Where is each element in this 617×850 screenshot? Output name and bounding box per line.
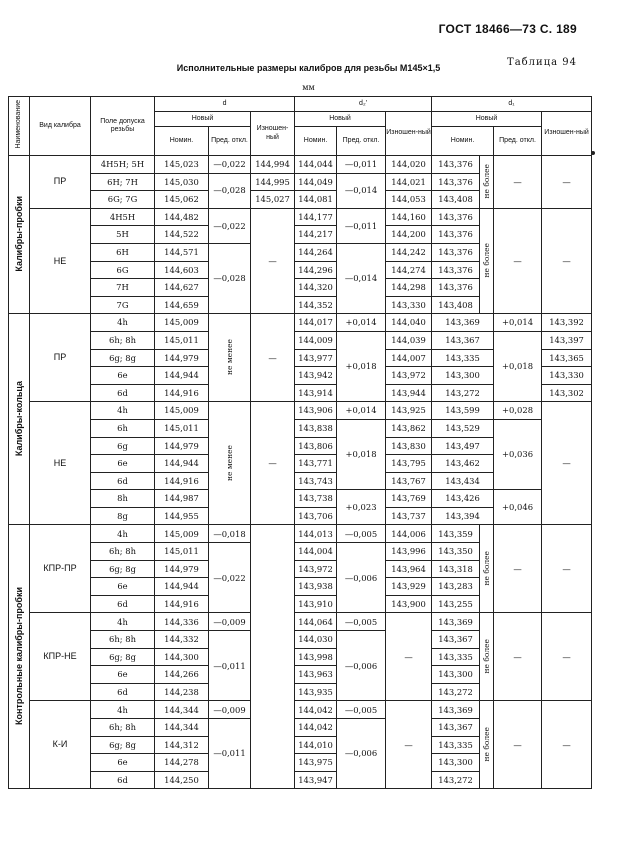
d-dev-cell: —0,022 xyxy=(209,543,251,613)
d2-worn-cell: 144,242 xyxy=(386,243,432,261)
d-nom-cell: 145,009 xyxy=(155,314,209,332)
d2-nom-cell: 143,938 xyxy=(295,578,337,596)
d1-worn-cell: 143,392 xyxy=(542,314,592,332)
field-cell: 6h xyxy=(91,419,155,437)
d2-worn-header: Изношен-ный xyxy=(386,112,432,156)
gauge-dimensions-table xyxy=(8,96,592,789)
d2-worn-cell: 144,298 xyxy=(386,279,432,297)
d2-nom-cell: 144,010 xyxy=(295,736,337,754)
d1-worn-cell: — xyxy=(542,525,592,613)
field-cell: 4h xyxy=(91,613,155,631)
d2-worn-cell: 143,330 xyxy=(386,296,432,314)
d1-dev-header: Пред. откл. xyxy=(494,127,542,156)
d1-nom-cell: 143,408 xyxy=(432,191,480,209)
field-cell: 4h xyxy=(91,525,155,543)
unit-label: мм xyxy=(302,83,315,92)
d2-worn-cell: 143,929 xyxy=(386,578,432,596)
d2-dev-cell: —0,006 xyxy=(337,719,386,789)
d1-nom-cell: 143,408 xyxy=(432,296,480,314)
field-cell: 6d xyxy=(91,472,155,490)
d1-nom-cell: 143,367 xyxy=(432,631,480,649)
d-nom-cell: 144,944 xyxy=(155,367,209,385)
d-new-header: Новый xyxy=(155,112,251,127)
calibre-type: НЕ xyxy=(30,402,91,525)
d2-nom-cell: 143,947 xyxy=(295,771,337,789)
field-cell: 8h xyxy=(91,490,155,508)
d1-dev-cell: — xyxy=(494,525,542,613)
field-cell: 6g; 8g xyxy=(91,560,155,578)
d2-dev-cell: +0,014 xyxy=(337,314,386,332)
d2-worn-cell: 144,200 xyxy=(386,226,432,244)
d-dev-cell: —0,028 xyxy=(209,243,251,313)
note-not-more: не более xyxy=(480,701,494,789)
d2-worn-cell: 143,996 xyxy=(386,543,432,561)
d1-worn-cell: 143,397 xyxy=(542,331,592,349)
note-not-more: не более xyxy=(480,613,494,701)
d-nom-cell: 144,916 xyxy=(155,595,209,613)
d-nom-cell: 144,944 xyxy=(155,455,209,473)
d1-dev-cell: +0,046 xyxy=(494,490,542,525)
field-cell: 6e xyxy=(91,578,155,596)
d2-nom-cell: 144,004 xyxy=(295,543,337,561)
d2-nom-cell: 144,352 xyxy=(295,296,337,314)
table-row xyxy=(9,419,592,437)
d-nom-header: Номин. xyxy=(155,127,209,156)
d2-worn-cell: 143,925 xyxy=(386,402,432,420)
d1-nom-cell: 143,599 xyxy=(432,402,494,420)
d-nom-cell: 144,627 xyxy=(155,279,209,297)
d2-dev-cell: —0,011 xyxy=(337,208,386,243)
d2-nom-cell: 144,217 xyxy=(295,226,337,244)
field-cell: 6d xyxy=(91,384,155,402)
d-nom-cell: 144,955 xyxy=(155,507,209,525)
table-row xyxy=(9,208,592,226)
d-worn-cell: 144,995 xyxy=(251,173,295,191)
field-cell: 4h xyxy=(91,701,155,719)
d-dev-cell: —0,011 xyxy=(209,719,251,789)
d2-nom-cell: 144,264 xyxy=(295,243,337,261)
d1-nom-cell: 143,497 xyxy=(432,437,494,455)
d-nom-cell: 145,011 xyxy=(155,331,209,349)
d1-nom-cell: 143,376 xyxy=(432,226,480,244)
calibre-type: ПР xyxy=(30,314,91,402)
calibre-type: К-И xyxy=(30,701,91,789)
d2-worn-cell: — xyxy=(386,701,432,789)
table-row xyxy=(9,525,592,543)
d-dev-cell: —0,009 xyxy=(209,701,251,719)
d1-dev-cell: — xyxy=(494,613,542,701)
d2-new-header: Новый xyxy=(295,112,386,127)
table-row xyxy=(9,701,592,719)
d1-nom-cell: 143,283 xyxy=(432,578,480,596)
d1-dev-cell: — xyxy=(494,208,542,314)
d2-worn-cell: 144,039 xyxy=(386,331,432,349)
col-field-header: Поле допуска резьбы xyxy=(91,97,155,156)
d2-worn-cell: 144,053 xyxy=(386,191,432,209)
d2-worn-cell: 143,830 xyxy=(386,437,432,455)
d1-worn-header: Изношен-ный xyxy=(542,112,592,156)
d-worn-cell: 144,994 xyxy=(251,156,295,174)
field-cell: 6G xyxy=(91,261,155,279)
field-cell: 6g; 8g xyxy=(91,349,155,367)
d-dev-cell: —0,011 xyxy=(209,631,251,701)
d1-nom-cell: 143,367 xyxy=(432,719,480,737)
d-nom-cell: 144,979 xyxy=(155,349,209,367)
d2-nom-cell: 143,906 xyxy=(295,402,337,420)
d2-dev-cell: +0,018 xyxy=(337,419,386,489)
d-nom-cell: 144,979 xyxy=(155,437,209,455)
d1-dev-cell: +0,028 xyxy=(494,402,542,420)
d2-nom-cell: 143,838 xyxy=(295,419,337,437)
field-cell: 5H xyxy=(91,226,155,244)
d1-nom-cell: 143,350 xyxy=(432,543,480,561)
d1-worn-cell: — xyxy=(542,208,592,314)
note-not-more: не более xyxy=(480,156,494,209)
d-nom-cell: 144,344 xyxy=(155,701,209,719)
d1-nom-cell: 143,272 xyxy=(432,384,494,402)
d-dev-cell: —0,009 xyxy=(209,613,251,631)
field-cell: 4h xyxy=(91,314,155,332)
d-worn-cell: — xyxy=(251,208,295,314)
d2-worn-cell: 143,795 xyxy=(386,455,432,473)
d2-nom-cell: 143,998 xyxy=(295,648,337,666)
field-cell: 6H; 7H xyxy=(91,173,155,191)
d2-worn-cell: 144,160 xyxy=(386,208,432,226)
field-cell: 6d xyxy=(91,683,155,701)
field-cell: 8g xyxy=(91,507,155,525)
d1-worn-cell: — xyxy=(542,402,592,525)
d2-worn-cell: 144,007 xyxy=(386,349,432,367)
field-cell: 4h xyxy=(91,402,155,420)
field-cell: 6h; 8h xyxy=(91,631,155,649)
d-nom-cell: 145,062 xyxy=(155,191,209,209)
d-dev-cell: —0,022 xyxy=(209,208,251,243)
d1-nom-cell: 143,462 xyxy=(432,455,494,473)
d1-dev-cell: +0,036 xyxy=(494,419,542,489)
d1-nom-cell: 143,255 xyxy=(432,595,480,613)
d1-dev-cell: +0,018 xyxy=(494,331,542,401)
d1-nom-cell: 143,300 xyxy=(432,367,494,385)
d2-dev-cell: —0,014 xyxy=(337,173,386,208)
d-nom-cell: 144,571 xyxy=(155,243,209,261)
d1-nom-cell: 143,369 xyxy=(432,701,480,719)
d2-nom-cell: 143,771 xyxy=(295,455,337,473)
table-row xyxy=(9,402,592,420)
d2-worn-cell: 143,944 xyxy=(386,384,432,402)
d-nom-cell: 144,916 xyxy=(155,472,209,490)
d2-worn-cell: 144,020 xyxy=(386,156,432,174)
d1-nom-header: Номин. xyxy=(432,127,494,156)
d1-nom-cell: 143,359 xyxy=(432,525,480,543)
field-cell: 6g xyxy=(91,437,155,455)
d2-worn-cell: 144,040 xyxy=(386,314,432,332)
d1-nom-cell: 143,272 xyxy=(432,683,480,701)
d2-dev-cell: +0,014 xyxy=(337,402,386,420)
d1-nom-cell: 143,300 xyxy=(432,666,480,684)
d2-worn-cell: 144,021 xyxy=(386,173,432,191)
d2-nom-cell: 144,044 xyxy=(295,156,337,174)
field-cell: 6g; 8g xyxy=(91,736,155,754)
d2-nom-cell: 143,910 xyxy=(295,595,337,613)
d-dev-cell: —0,028 xyxy=(209,173,251,208)
col-d2-header: d₂' xyxy=(295,97,432,112)
d2-nom-cell: 144,064 xyxy=(295,613,337,631)
d-nom-cell: 144,522 xyxy=(155,226,209,244)
field-cell: 4H5H; 5H xyxy=(91,156,155,174)
d2-worn-cell: 143,769 xyxy=(386,490,432,508)
d2-dev-cell: —0,005 xyxy=(337,525,386,543)
d2-nom-cell: 144,177 xyxy=(295,208,337,226)
d2-worn-cell: — xyxy=(386,613,432,701)
d1-nom-cell: 143,318 xyxy=(432,560,480,578)
group-plugs: Калибры-пробки xyxy=(9,156,30,314)
d1-nom-cell: 143,335 xyxy=(432,648,480,666)
col-name-header: Наименование xyxy=(9,97,30,156)
field-cell: 6d xyxy=(91,595,155,613)
table-row xyxy=(9,613,592,631)
d1-dev-cell: — xyxy=(494,701,542,789)
d1-dev-cell: — xyxy=(494,156,542,209)
field-cell: 6G; 7G xyxy=(91,191,155,209)
table-row xyxy=(9,156,592,174)
d2-dev-cell: —0,014 xyxy=(337,243,386,313)
d1-nom-cell: 143,376 xyxy=(432,173,480,191)
d-nom-cell: 145,011 xyxy=(155,543,209,561)
field-cell: 6h; 8h xyxy=(91,331,155,349)
d2-nom-cell: 144,320 xyxy=(295,279,337,297)
d1-nom-cell: 143,376 xyxy=(432,156,480,174)
d2-nom-cell: 143,914 xyxy=(295,384,337,402)
field-cell: 6e xyxy=(91,455,155,473)
d1-worn-cell: 143,330 xyxy=(542,367,592,385)
d1-nom-cell: 143,369 xyxy=(432,314,494,332)
d-worn-header: Изношен-ный xyxy=(251,112,295,156)
d1-nom-cell: 143,367 xyxy=(432,331,494,349)
d1-nom-cell: 143,426 xyxy=(432,490,494,508)
d-worn-cell xyxy=(251,525,295,789)
note-not-less: не менее xyxy=(209,402,251,525)
d1-nom-cell: 143,335 xyxy=(432,736,480,754)
d-nom-cell: 144,659 xyxy=(155,296,209,314)
d-nom-cell: 144,238 xyxy=(155,683,209,701)
d-nom-cell: 144,979 xyxy=(155,560,209,578)
field-cell: 6d xyxy=(91,771,155,789)
calibre-type: КПР-ПР xyxy=(30,525,91,613)
d1-worn-cell: — xyxy=(542,613,592,701)
d2-worn-cell: 143,767 xyxy=(386,472,432,490)
d1-nom-cell: 143,529 xyxy=(432,419,494,437)
field-cell: 4H5H xyxy=(91,208,155,226)
field-cell: 6e xyxy=(91,367,155,385)
d2-dev-cell: —0,006 xyxy=(337,543,386,613)
d2-worn-cell: 144,006 xyxy=(386,525,432,543)
table-title: Исполнительные размеры калибров для резьбы М145×1,5 xyxy=(176,63,441,73)
d-dev-cell: — xyxy=(251,314,295,402)
d-nom-cell: 145,009 xyxy=(155,402,209,420)
field-cell: 7G xyxy=(91,296,155,314)
calibre-type: ПР xyxy=(30,156,91,209)
d-dev-cell: —0,018 xyxy=(209,525,251,543)
table-row xyxy=(9,314,592,332)
d2-worn-cell: 143,964 xyxy=(386,560,432,578)
field-cell: 6g; 8g xyxy=(91,648,155,666)
d1-worn-cell: — xyxy=(542,156,592,209)
d2-nom-cell: 144,009 xyxy=(295,331,337,349)
calibre-type: НЕ xyxy=(30,208,91,314)
d2-worn-cell: 143,737 xyxy=(386,507,432,525)
d1-worn-cell: 143,365 xyxy=(542,349,592,367)
d2-nom-cell: 144,017 xyxy=(295,314,337,332)
d2-nom-cell: 143,942 xyxy=(295,367,337,385)
d2-worn-cell: 143,972 xyxy=(386,367,432,385)
d2-nom-cell: 143,975 xyxy=(295,754,337,772)
d-nom-cell: 144,603 xyxy=(155,261,209,279)
d-nom-cell: 144,916 xyxy=(155,384,209,402)
d2-dev-cell: —0,006 xyxy=(337,631,386,701)
d1-nom-cell: 143,300 xyxy=(432,754,480,772)
group-rings: Калибры-кольца xyxy=(9,314,30,525)
d2-nom-cell: 144,030 xyxy=(295,631,337,649)
note-not-more: не более xyxy=(480,525,494,613)
d-nom-cell: 145,023 xyxy=(155,156,209,174)
d1-dev-cell: +0,014 xyxy=(494,314,542,332)
d2-nom-cell: 144,042 xyxy=(295,701,337,719)
field-cell: 7H xyxy=(91,279,155,297)
d-dev-cell: —0,022 xyxy=(209,156,251,174)
d-dev-header: Пред. откл. xyxy=(209,127,251,156)
d-nom-cell: 144,250 xyxy=(155,771,209,789)
calibre-type: КПР-НЕ xyxy=(30,613,91,701)
d2-nom-cell: 143,738 xyxy=(295,490,337,508)
d-nom-cell: 144,482 xyxy=(155,208,209,226)
d2-dev-cell: —0,011 xyxy=(337,156,386,174)
d1-worn-cell: — xyxy=(542,701,592,789)
d-nom-cell: 144,266 xyxy=(155,666,209,684)
field-cell: 6H xyxy=(91,243,155,261)
note-not-more: не более xyxy=(480,208,494,314)
d2-worn-cell: 143,862 xyxy=(386,419,432,437)
d2-nom-cell: 144,081 xyxy=(295,191,337,209)
d1-worn-cell: 143,302 xyxy=(542,384,592,402)
d1-nom-cell: 143,394 xyxy=(432,507,494,525)
d2-nom-cell: 143,972 xyxy=(295,560,337,578)
d1-nom-cell: 143,376 xyxy=(432,208,480,226)
d2-worn-cell: 144,274 xyxy=(386,261,432,279)
table-row xyxy=(9,331,592,349)
d2-dev-cell: —0,005 xyxy=(337,701,386,719)
d1-nom-cell: 143,376 xyxy=(432,243,480,261)
d-nom-cell: 145,030 xyxy=(155,173,209,191)
d2-nom-cell: 144,042 xyxy=(295,719,337,737)
d2-nom-cell: 143,935 xyxy=(295,683,337,701)
group-control: Контрольные калибры-пробки xyxy=(9,525,30,789)
d1-nom-cell: 143,434 xyxy=(432,472,494,490)
d2-nom-cell: 144,013 xyxy=(295,525,337,543)
d2-dev-header: Пред. откл. xyxy=(337,127,386,156)
field-cell: 6h; 8h xyxy=(91,543,155,561)
col-d1-header: d₁ xyxy=(432,97,592,112)
d1-nom-cell: 143,376 xyxy=(432,261,480,279)
d2-dev-cell: —0,005 xyxy=(337,613,386,631)
d2-worn-cell: 143,900 xyxy=(386,595,432,613)
table-row xyxy=(9,490,592,508)
page-header: ГОСТ 18466—73 С. 189 xyxy=(438,22,577,36)
d1-new-header: Новый xyxy=(432,112,542,127)
col-type-header: Вид калибра xyxy=(30,97,91,156)
d-nom-cell: 144,300 xyxy=(155,648,209,666)
d2-nom-cell: 144,296 xyxy=(295,261,337,279)
d1-nom-cell: 143,369 xyxy=(432,613,480,631)
d2-nom-cell: 143,706 xyxy=(295,507,337,525)
d-nom-cell: 144,332 xyxy=(155,631,209,649)
field-cell: 6h; 8h xyxy=(91,719,155,737)
d2-nom-cell: 143,963 xyxy=(295,666,337,684)
d-nom-cell: 145,011 xyxy=(155,419,209,437)
d2-nom-cell: 143,743 xyxy=(295,472,337,490)
d1-nom-cell: 143,376 xyxy=(432,279,480,297)
d-nom-cell: 144,312 xyxy=(155,736,209,754)
d-nom-cell: 145,009 xyxy=(155,525,209,543)
d-nom-cell: 144,278 xyxy=(155,754,209,772)
field-cell: 6e xyxy=(91,754,155,772)
table-number: Таблица 94 xyxy=(507,57,577,68)
note-not-less: не менее xyxy=(209,314,251,402)
d-nom-cell: 144,944 xyxy=(155,578,209,596)
d2-nom-header: Номин. xyxy=(295,127,337,156)
d2-dev-cell: +0,023 xyxy=(337,490,386,525)
col-d-header: d xyxy=(155,97,295,112)
d-dev-cell: — xyxy=(251,402,295,525)
d-worn-cell: 145,027 xyxy=(251,191,295,209)
field-cell: 6e xyxy=(91,666,155,684)
d-nom-cell: 144,336 xyxy=(155,613,209,631)
d1-nom-cell: 143,335 xyxy=(432,349,494,367)
d2-nom-cell: 144,049 xyxy=(295,173,337,191)
d1-nom-cell: 143,272 xyxy=(432,771,480,789)
d2-nom-cell: 143,806 xyxy=(295,437,337,455)
d2-dev-cell: +0,018 xyxy=(337,331,386,401)
d2-nom-cell: 143,977 xyxy=(295,349,337,367)
d-nom-cell: 144,987 xyxy=(155,490,209,508)
d-nom-cell: 144,344 xyxy=(155,719,209,737)
